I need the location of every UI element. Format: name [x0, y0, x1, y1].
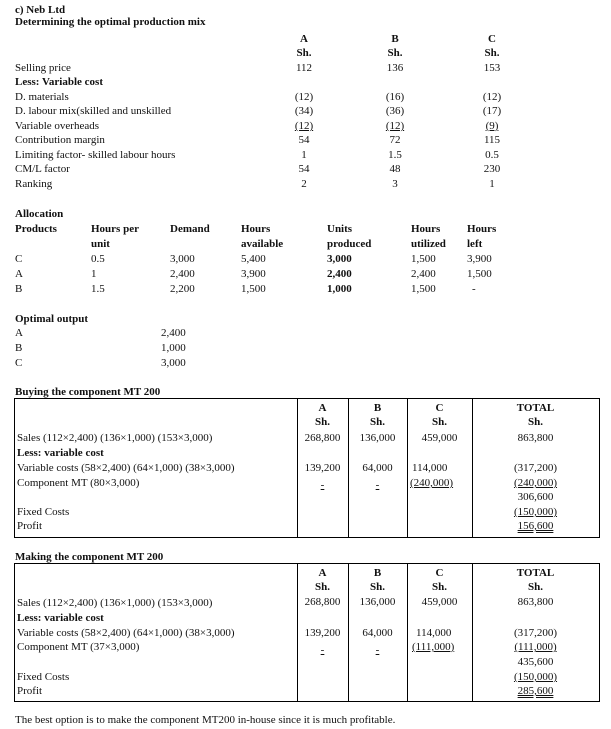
- mix-cell-value: (9): [485, 120, 499, 132]
- col-unit-b: Sh.: [370, 581, 385, 593]
- variable-total: (317,200): [513, 462, 558, 474]
- allocation-title: Allocation: [15, 208, 64, 220]
- variable-value: 64,000: [362, 462, 393, 474]
- fixed-value-text: (150,000): [513, 671, 558, 683]
- mix-cell: 3: [392, 178, 398, 190]
- alloc-cell: 2,400: [411, 268, 436, 280]
- alloc-cell: 1,500: [467, 268, 492, 280]
- col-header-b: B: [373, 567, 382, 579]
- mix-row-label: CM/L factor: [15, 163, 70, 175]
- mix-row-label: D. materials: [15, 91, 69, 103]
- component-value-text: (240,000): [410, 477, 454, 489]
- variable-label: Variable costs (58×2,400) (64×1,000) (38×3,000): [17, 627, 235, 639]
- sales-total: 863,800: [517, 432, 554, 444]
- component-value: [410, 477, 453, 489]
- alloc-header: produced: [327, 238, 372, 250]
- mix-row-label: Contribution margin: [15, 134, 105, 146]
- mix-cell-value: (12): [385, 120, 405, 132]
- alloc-cell: 1: [91, 268, 97, 280]
- sales-value: 268,800: [304, 596, 341, 608]
- alloc-cell: B: [15, 283, 23, 295]
- alloc-cell: 1,500: [411, 283, 436, 295]
- profit-label: Profit: [17, 685, 43, 697]
- profit-value-text: 156,600: [517, 520, 554, 532]
- table-border: [599, 398, 600, 537]
- variable-value: 64,000: [362, 627, 393, 639]
- alloc-header: Products: [15, 223, 57, 235]
- alloc-cell: 1.5: [91, 283, 105, 295]
- mix-cell: 1.5: [388, 149, 402, 161]
- profit-value: [472, 685, 599, 697]
- alloc-cell: 2,400: [170, 268, 195, 280]
- col-header-b: B: [373, 402, 382, 414]
- col-unit-total: Sh.: [528, 581, 543, 593]
- component-value: [297, 644, 348, 656]
- mix-row-label: Variable overheads: [15, 120, 99, 132]
- col-header-c: C: [435, 402, 444, 414]
- col-header-a: A: [318, 402, 327, 414]
- col-unit-c: Sh.: [432, 416, 447, 428]
- table-border: [14, 398, 15, 537]
- component-total-text: (111,000): [514, 641, 557, 653]
- variable-value: 114,000: [412, 462, 448, 474]
- table-border: [14, 701, 600, 702]
- col-unit-a: Sh.: [315, 416, 330, 428]
- table-border: [14, 537, 600, 538]
- optimal-product: C: [15, 357, 23, 369]
- mix-cell: (12): [482, 91, 502, 103]
- mix-row-label: D. labour mix(skilled and unskilled: [15, 105, 172, 117]
- variable-label: Variable costs (58×2,400) (64×1,000) (38×3,000): [17, 462, 235, 474]
- sales-value: 136,000: [359, 596, 396, 608]
- mix-cell: 136: [386, 62, 404, 74]
- col-header-c: C: [488, 33, 496, 45]
- alloc-cell: 1,500: [241, 283, 266, 295]
- alloc-header: Hours: [411, 223, 441, 235]
- conclusion-text: The best option is to make the component MT200 in-house since it is much profitable.: [15, 714, 396, 726]
- variable-value: 139,200: [304, 462, 341, 474]
- sales-value: 136,000: [359, 432, 396, 444]
- alloc-cell: 1,000: [327, 283, 352, 295]
- mix-cell: (17): [482, 105, 502, 117]
- component-total: [472, 477, 599, 489]
- subtotal: 306,600: [517, 491, 554, 503]
- mix-cell: 54: [298, 134, 310, 146]
- alloc-header: Hours per: [91, 223, 139, 235]
- alloc-header: left: [467, 238, 483, 250]
- col-header-c: C: [435, 567, 444, 579]
- col-header-b: B: [391, 33, 399, 45]
- alloc-cell: 3,000: [170, 253, 195, 265]
- sales-total: 863,800: [517, 596, 554, 608]
- optimal-product: B: [15, 342, 23, 354]
- optimal-output-title: Optimal output: [15, 313, 89, 325]
- col-unit-c: Sh.: [432, 581, 447, 593]
- mix-cell: 54: [298, 163, 310, 175]
- component-label: Component MT (37×3,000): [17, 641, 140, 653]
- table-border: [14, 563, 15, 701]
- optimal-product: A: [15, 327, 23, 339]
- table-border: [14, 563, 600, 564]
- mix-cell: 115: [483, 134, 501, 146]
- mix-cell: 112: [295, 62, 313, 74]
- alloc-cell: 2,200: [170, 283, 195, 295]
- alloc-cell: 3,900: [467, 253, 492, 265]
- sales-value: 459,000: [421, 432, 458, 444]
- col-header-a: A: [318, 567, 327, 579]
- alloc-header: Demand: [170, 223, 210, 235]
- fixed-value: [472, 671, 599, 683]
- optimal-units: 2,400: [161, 327, 186, 339]
- alloc-cell: 3,000: [327, 253, 352, 265]
- subtotal: 435,600: [517, 656, 554, 668]
- mix-row-label: Limiting factor- skilled labour hours: [15, 149, 176, 161]
- alloc-header: available: [241, 238, 284, 250]
- component-value: [297, 479, 348, 491]
- fixed-label: Fixed Costs: [17, 671, 70, 683]
- mix-row-label: Ranking: [15, 178, 53, 190]
- sales-label: Sales (112×2,400) (136×1,000) (153×3,000): [17, 432, 213, 444]
- mix-row-label: Less: Variable cost: [15, 76, 103, 88]
- component-value: [348, 479, 407, 491]
- mix-cell: (34): [294, 105, 314, 117]
- col-unit-b: Sh.: [370, 416, 385, 428]
- mix-cell: 0.5: [485, 149, 499, 161]
- mix-cell: 1: [489, 178, 495, 190]
- variable-value: 139,200: [304, 627, 341, 639]
- sales-label: Sales (112×2,400) (136×1,000) (153×3,000): [17, 597, 213, 609]
- variable-value: 114,000: [416, 627, 452, 639]
- mix-cell-value: (12): [294, 120, 314, 132]
- mix-cell: 230: [483, 163, 501, 175]
- alloc-cell: 5,400: [241, 253, 266, 265]
- col-header-a: A: [300, 33, 308, 45]
- mix-cell: (36): [385, 105, 405, 117]
- buying-title: Buying the component MT 200: [15, 386, 161, 398]
- alloc-cell: C: [15, 253, 23, 265]
- mix-row-label: Selling price: [15, 62, 71, 74]
- mix-cell: 72: [389, 134, 401, 146]
- alloc-header: Hours: [467, 223, 497, 235]
- variable-total: (317,200): [513, 627, 558, 639]
- mix-cell: (16): [385, 91, 405, 103]
- component-value-text: -: [375, 644, 380, 656]
- less-label: Less: variable cost: [17, 447, 104, 459]
- component-value-text: -: [320, 479, 325, 491]
- alloc-cell: -: [472, 283, 476, 295]
- component-total: [472, 641, 599, 653]
- alloc-header: utilized: [411, 238, 446, 250]
- section-title: c) Neb Ltd: [15, 4, 66, 16]
- component-value: [412, 641, 454, 653]
- component-value: [348, 644, 407, 656]
- fixed-label: Fixed Costs: [17, 506, 70, 518]
- profit-label: Profit: [17, 520, 43, 532]
- optimal-units: 1,000: [161, 342, 186, 354]
- mix-cell: (12): [294, 91, 314, 103]
- mix-cell: 1: [301, 149, 307, 161]
- mix-cell: 153: [483, 62, 501, 74]
- component-total-text: (240,000): [513, 477, 558, 489]
- page-title: Determining the optimal production mix: [15, 16, 206, 28]
- alloc-header: Hours: [241, 223, 271, 235]
- sales-value: 459,000: [421, 596, 458, 608]
- col-header-total: TOTAL: [516, 567, 555, 579]
- alloc-cell: 0.5: [91, 253, 105, 265]
- sales-value: 268,800: [304, 432, 341, 444]
- component-value-text: -: [320, 644, 325, 656]
- alloc-header: Units: [327, 223, 353, 235]
- mix-cell: 2: [301, 178, 307, 190]
- col-unit-a: Sh.: [315, 581, 330, 593]
- col-unit-b: Sh.: [387, 47, 403, 59]
- alloc-cell: 2,400: [327, 268, 352, 280]
- alloc-header: unit: [91, 238, 110, 250]
- component-value-text: (111,000): [412, 641, 455, 653]
- profit-value: [472, 520, 599, 532]
- alloc-cell: A: [15, 268, 23, 280]
- col-unit-c: Sh.: [484, 47, 500, 59]
- mix-cell: [375, 120, 415, 132]
- table-border: [14, 398, 600, 399]
- col-header-total: TOTAL: [516, 402, 555, 414]
- optimal-units: 3,000: [161, 357, 186, 369]
- alloc-cell: 3,900: [241, 268, 266, 280]
- fixed-value-text: (150,000): [513, 506, 558, 518]
- mix-cell: 48: [389, 163, 401, 175]
- table-border: [599, 563, 600, 701]
- making-title: Making the component MT 200: [15, 551, 164, 563]
- col-unit-a: Sh.: [296, 47, 312, 59]
- mix-cell: [284, 120, 324, 132]
- component-value-text: -: [375, 479, 380, 491]
- col-unit-total: Sh.: [528, 416, 543, 428]
- less-label: Less: variable cost: [17, 612, 104, 624]
- alloc-cell: 1,500: [411, 253, 436, 265]
- mix-cell: [472, 120, 512, 132]
- component-label: Component MT (80×3,000): [17, 477, 140, 489]
- profit-value-text: 285,600: [517, 685, 554, 697]
- fixed-value: [472, 506, 599, 518]
